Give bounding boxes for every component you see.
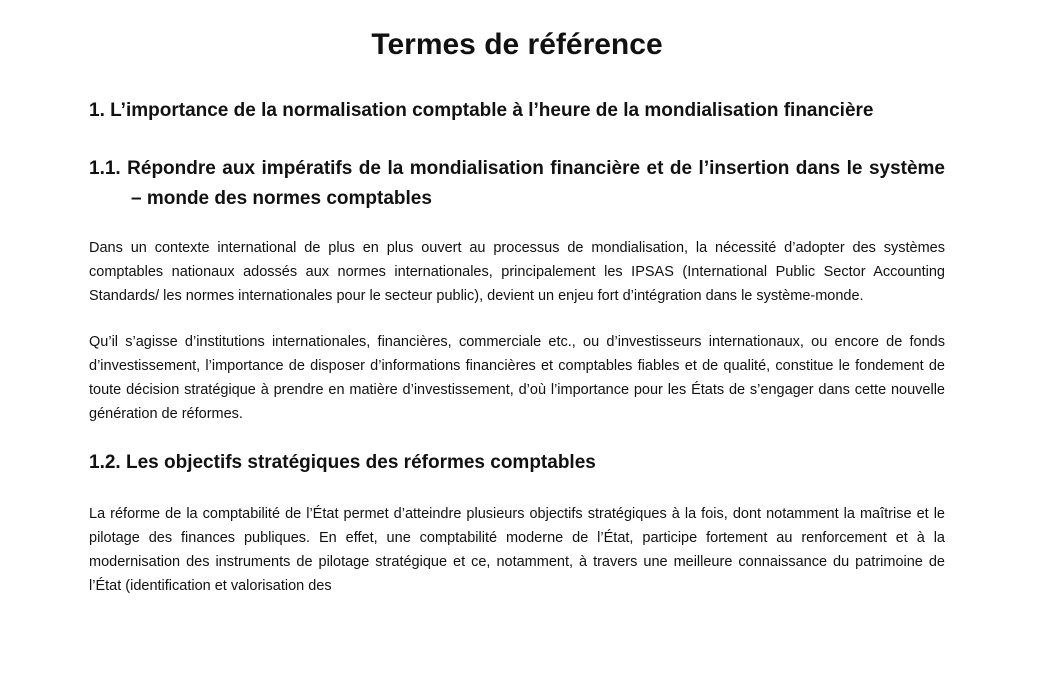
- section-heading-1-1: 1.1. Répondre aux impératifs de la mondialisation financière et de l’insertion dans le système – monde des normes comptables: [89, 158, 945, 209]
- paragraph-1-1-b: Qu’il s’agisse d’institutions internationales, financières, commerciale etc., ou d’investisseurs internationaux, ou encore de fonds d’investissement, l’importance de disposer d’informations financières et comptables fiables et de qualité, constitue le fondement de toute décision stratégique à prendre en matière d’investissement, d’où l’importance pour les États de s’engager dans cette nouvelle génération de réformes.: [89, 334, 945, 422]
- paragraph-1-1-a: Dans un contexte international de plus en plus ouvert au processus de mondialisation, la nécessité d’adopter des systèmes comptables nationaux adossés aux normes internationales, principalement les IPSAS (International Public Sector Accounting Standards/ les normes internationales pour le secteur public), devient un enjeu fort d’intégration dans le système-monde.: [89, 240, 945, 304]
- section-heading-1: 1. L’importance de la normalisation comptable à l’heure de la mondialisation financière: [89, 100, 874, 121]
- paragraph-1-2-a: La réforme de la comptabilité de l’État permet d’atteindre plusieurs objectifs stratégiques à la fois, dont notamment la maîtrise et le pilotage des finances publiques. En effet, une comptabilité moderne de l’État, participe fortement au renforcement et à la modernisation des instruments de pilotage stratégique et ce, notamment, à travers une meilleure connaissance du patrimoine de l’État (identification et valorisation des: [89, 506, 945, 594]
- document-body: [89, 96, 945, 620]
- document-title: Termes de référence: [371, 28, 663, 61]
- section-heading-1-2: 1.2. Les objectifs stratégiques des réformes comptables: [89, 452, 596, 473]
